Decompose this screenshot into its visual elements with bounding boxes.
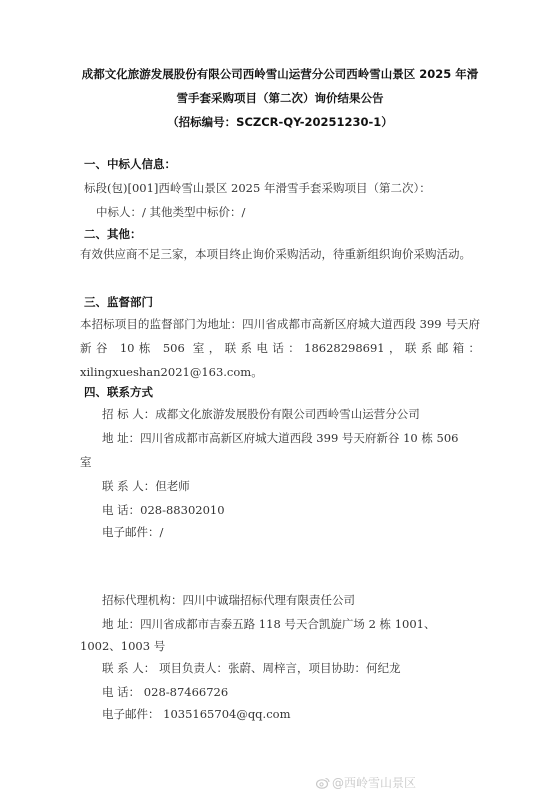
tenderer-phone: 电 话：028-88302010 <box>102 503 225 517</box>
tenderer-contact: 联 系 人：但老师 <box>102 479 190 493</box>
weibo-logo-icon <box>316 777 330 792</box>
lot-description: 标段(包)[001]西岭雪山景区 2025 年滑雪手套采购项目（第二次）： <box>84 181 431 195</box>
tenderer-line: 招 标 人：成都文化旅游发展股份有限公司西岭雪山运营分公司 <box>102 407 420 421</box>
tenderer-address-line-1: 地 址：四川省成都市高新区府城大道西段 399 号天府新谷 10 栋 506 <box>102 431 459 445</box>
other-notes: 有效供应商不足三家，本项目终止询价采购活动，待重新组织询价采购活动。 <box>80 247 471 261</box>
watermark <box>316 774 416 792</box>
announcement-title-line-1: 成都文化旅游发展股份有限公司西岭雪山运营分公司西岭雪山景区 2025 年滑 <box>81 67 479 81</box>
section-heading-supervision: 三、监督部门 <box>84 295 153 309</box>
announcement-title-line-2: 雪手套采购项目（第二次）询价结果公告 <box>176 91 384 105</box>
agency-email: 电子邮件： 1035165704@qq.com <box>102 707 291 721</box>
agency-contact: 联 系 人： 项目负责人：张蔚、周梓言，项目协助：何纪龙 <box>102 661 401 675</box>
tender-number: （招标编号：SCZCR-QY-20251230-1） <box>167 115 393 129</box>
agency-address-line-1: 地 址：四川省成都市吉泰五路 118 号天合凯旋广场 2 栋 1001、 <box>102 617 436 631</box>
watermark-text: @西岭雪山景区 <box>332 776 417 790</box>
tenderer-address-line-2: 室 <box>80 455 92 469</box>
section-heading-other: 二、其他： <box>84 227 142 241</box>
section-heading-contact: 四、联系方式 <box>84 385 153 399</box>
agency-address-line-2: 1002、1003 号 <box>80 639 166 653</box>
winner-info: 中标人：/ 其他类型中标价：/ <box>96 205 246 219</box>
supervision-text: 本招标项目的监督部门为地址：四川省成都市高新区府城大道西段 399 号天府新谷 10栋 506 室，联系电话：18628298691，联系邮箱：xilingxueshan2021@163.com。 <box>80 317 480 379</box>
tenderer-email: 电子邮件：/ <box>102 525 164 539</box>
section-heading-winner: 一、中标人信息： <box>84 157 176 171</box>
agency-phone: 电 话： 028-87466726 <box>102 685 229 699</box>
agency-line: 招标代理机构：四川中诚瑞招标代理有限责任公司 <box>102 593 355 607</box>
